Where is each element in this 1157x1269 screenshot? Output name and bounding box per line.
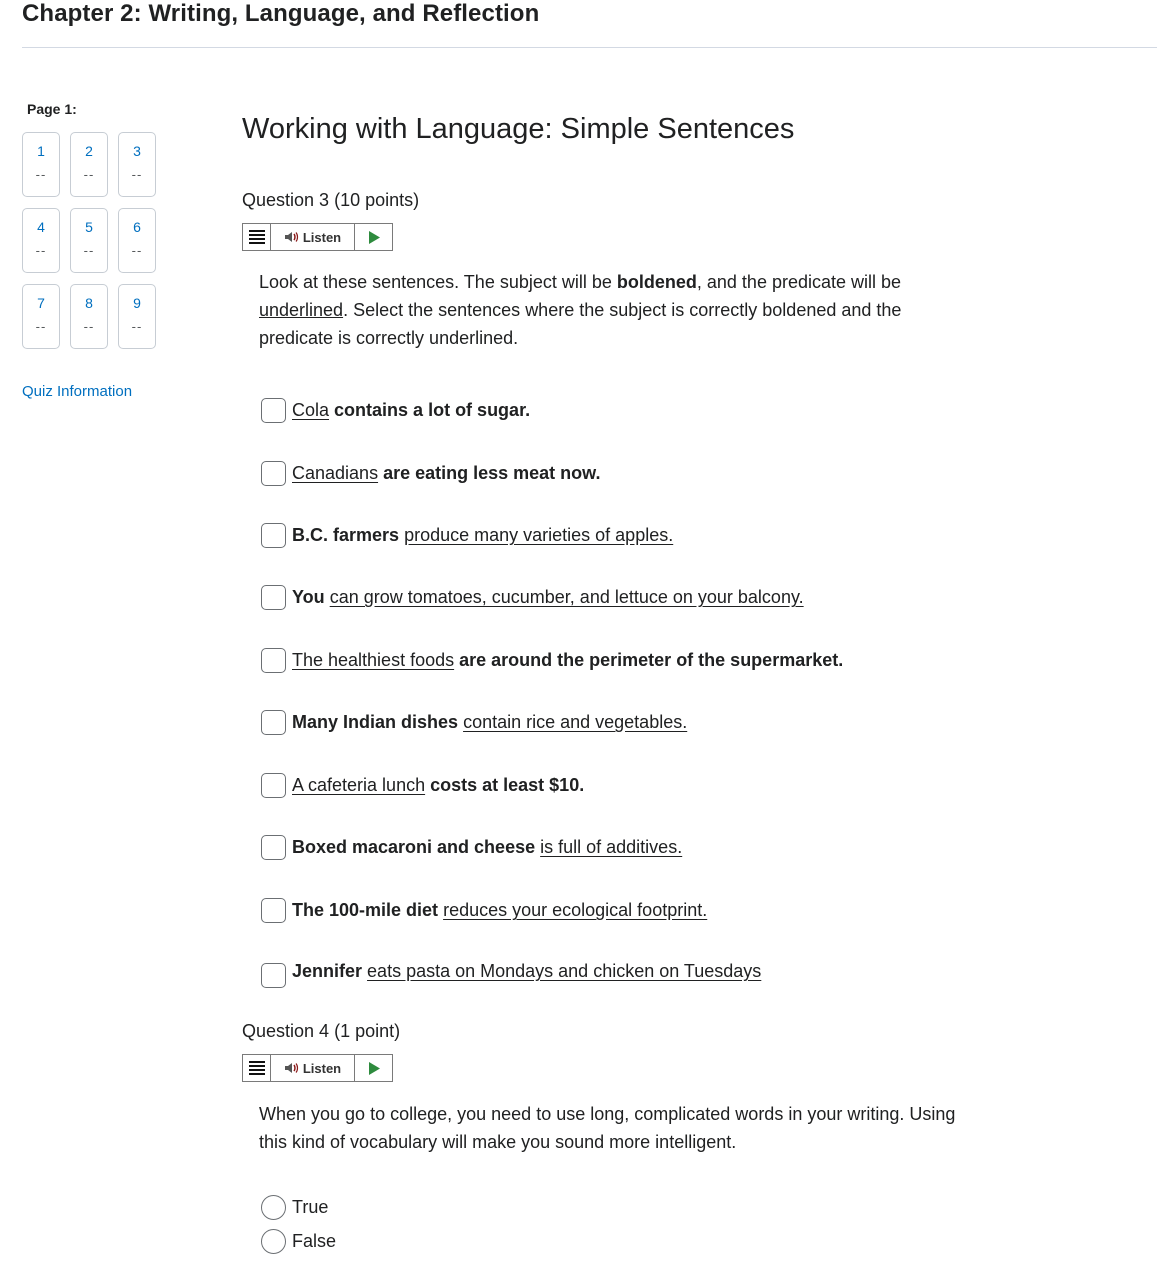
option-checkbox-7[interactable]	[261, 773, 584, 798]
question-nav-number: 9	[133, 295, 141, 311]
question-title-text: Question 3	[242, 190, 330, 210]
question-nav-5[interactable]	[70, 208, 108, 273]
option-predicate: is full of additives.	[540, 837, 683, 857]
question-nav-status: --	[131, 319, 143, 334]
question-nav-number: 5	[85, 219, 93, 235]
checkbox[interactable]	[261, 585, 286, 610]
option-predicate: are eating less meat now.	[383, 463, 601, 483]
checkbox[interactable]	[261, 773, 286, 798]
question-nav-6[interactable]	[118, 208, 156, 273]
option-predicate: eats pasta on Mondays and chicken on Tuesdays	[367, 961, 762, 981]
quiz-information-link[interactable]: Quiz Information	[22, 383, 133, 400]
checkbox[interactable]	[261, 523, 286, 548]
checkbox[interactable]	[261, 461, 286, 486]
question-nav-status: --	[35, 243, 47, 258]
radio-button[interactable]	[261, 1229, 286, 1254]
question-nav-2[interactable]	[70, 132, 108, 197]
question-nav-number: 4	[37, 219, 45, 235]
checkbox[interactable]	[261, 648, 286, 673]
question-nav-7[interactable]	[22, 284, 60, 349]
question-nav-status: --	[131, 167, 143, 182]
speaker-icon	[284, 1061, 300, 1075]
course-title: Chapter 2: Writing, Language, and Reflection	[22, 0, 540, 27]
prompt-text: , and the predicate will be	[696, 272, 902, 292]
question-nav-status: --	[131, 243, 143, 258]
option-predicate: reduces your ecological footprint.	[443, 900, 708, 920]
option-checkbox-3[interactable]	[261, 523, 673, 548]
menu-icon[interactable]	[243, 224, 271, 250]
option-label: True	[292, 1197, 329, 1217]
question-nav-number: 3	[133, 143, 141, 159]
option-checkbox-8[interactable]	[261, 835, 682, 860]
question-nav-status: --	[83, 243, 95, 258]
question-nav-3[interactable]	[118, 132, 156, 197]
checkbox[interactable]	[261, 398, 286, 423]
prompt-bold-text: boldened	[616, 272, 697, 292]
question-3-title	[242, 190, 419, 211]
header-divider	[22, 47, 1157, 48]
option-radio-false[interactable]	[261, 1229, 336, 1254]
radio-button[interactable]	[261, 1195, 286, 1220]
option-checkbox-9[interactable]	[261, 898, 707, 923]
option-checkbox-2[interactable]	[261, 461, 601, 486]
option-predicate: contain rice and vegetables.	[463, 712, 688, 732]
option-subject: B.C. farmers	[292, 525, 400, 545]
option-checkbox-1[interactable]	[261, 398, 530, 423]
page-label: Page 1:	[27, 101, 77, 117]
option-predicate: can grow tomatoes, cucumber, and lettuce on your balcony.	[329, 587, 804, 607]
listen-label: Listen	[302, 229, 342, 245]
question-nav-9[interactable]	[118, 284, 156, 349]
listen-toolbar	[242, 223, 393, 251]
question-navigator	[22, 132, 156, 349]
listen-button[interactable]	[271, 1055, 355, 1081]
play-icon[interactable]	[355, 1055, 392, 1081]
listen-label: Listen	[302, 1060, 342, 1076]
option-checkbox-5[interactable]	[261, 648, 843, 673]
question-points: (1 point)	[334, 1021, 401, 1041]
option-subject: The healthiest foods	[292, 650, 455, 670]
question-4-prompt: When you go to college, you need to use long, complicated words in your writing. Using this kind of vocabulary will make you sound more intelligent.	[259, 1104, 956, 1152]
option-checkbox-4[interactable]	[261, 585, 804, 610]
option-predicate: costs at least $10.	[430, 775, 585, 795]
option-radio-true[interactable]	[261, 1195, 328, 1220]
question-nav-1[interactable]	[22, 132, 60, 197]
question-nav-status: --	[83, 319, 95, 334]
option-predicate: are around the perimeter of the supermarket.	[459, 650, 844, 670]
question-nav-number: 7	[37, 295, 45, 311]
option-subject: You	[292, 587, 325, 607]
checkbox[interactable]	[261, 963, 286, 988]
question-nav-number: 8	[85, 295, 93, 311]
option-checkbox-10[interactable]	[261, 955, 761, 988]
speaker-icon	[284, 230, 300, 244]
option-subject: Boxed macaroni and cheese	[292, 837, 536, 857]
question-nav-status: --	[35, 167, 47, 182]
question-nav-number: 6	[133, 219, 141, 235]
listen-toolbar	[242, 1054, 393, 1082]
question-nav-number: 1	[37, 143, 45, 159]
question-title-text: Question 4	[242, 1021, 330, 1041]
question-points: (10 points)	[334, 190, 420, 210]
option-subject: Cola	[292, 400, 330, 420]
option-subject: A cafeteria lunch	[292, 775, 426, 795]
checkbox[interactable]	[261, 835, 286, 860]
option-checkbox-6[interactable]	[261, 710, 687, 735]
play-icon[interactable]	[355, 224, 392, 250]
question-4-title	[242, 1021, 400, 1042]
option-subject: Canadians	[292, 463, 379, 483]
option-predicate: produce many varieties of apples.	[404, 525, 674, 545]
page-heading: Working with Language: Simple Sentences	[242, 113, 795, 145]
prompt-text: . Select the sentences where the subject is correctly boldened and the predicate is correctly underlined.	[259, 300, 902, 348]
question-nav-status: --	[83, 167, 95, 182]
checkbox[interactable]	[261, 898, 286, 923]
listen-button[interactable]	[271, 224, 355, 250]
checkbox[interactable]	[261, 710, 286, 735]
prompt-text: Look at these sentences. The subject will be	[259, 272, 617, 292]
option-subject: Many Indian dishes	[292, 712, 459, 732]
question-nav-status: --	[35, 319, 47, 334]
question-nav-number: 2	[85, 143, 93, 159]
question-3-prompt	[259, 268, 979, 352]
option-subject: The 100-mile diet	[292, 900, 439, 920]
option-subject: Jennifer	[292, 961, 363, 981]
prompt-underlined-text: underlined	[259, 300, 344, 320]
option-predicate: contains a lot of sugar.	[334, 400, 531, 420]
option-label: False	[292, 1231, 337, 1251]
question-nav-4[interactable]	[22, 208, 60, 273]
menu-icon[interactable]	[243, 1055, 271, 1081]
question-nav-8[interactable]	[70, 284, 108, 349]
